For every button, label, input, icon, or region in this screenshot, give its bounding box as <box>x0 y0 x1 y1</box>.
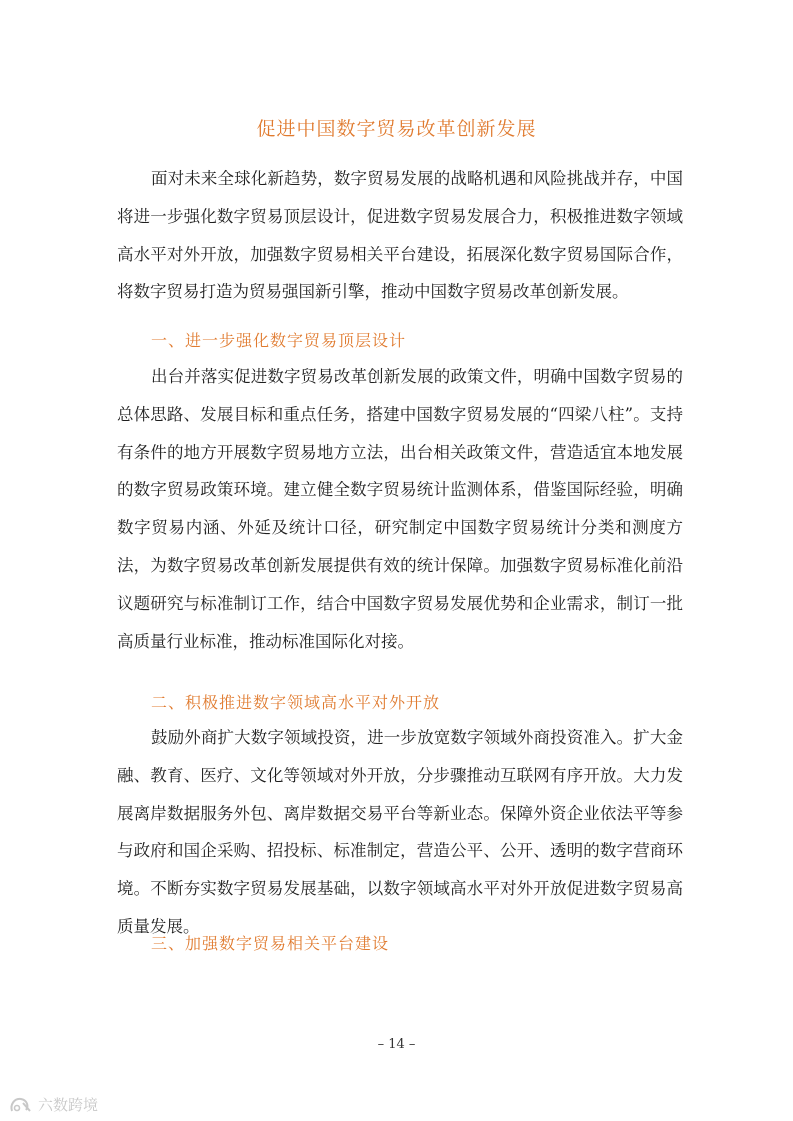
section-heading-3: 三、加强数字贸易相关平台建设 <box>151 934 390 953</box>
section-heading-2: 二、积极推进数字领域高水平对外开放 <box>151 693 441 712</box>
watermark <box>8 1094 98 1115</box>
watermark-text: 六数跨境 <box>38 1096 99 1114</box>
section-1-body: 出台并落实促进数字贸易改革创新发展的政策文件，明确中国数字贸易的总体思路、发展目标和重点任务，搭建中国数字贸易发展的“四梁八柱”。支持有条件的地方开展数字贸易地方立法，出台相关政策文件，营造适宜本地发展的数字贸易政策环境。建立健全数字贸易统计监测体系，借鉴国际经验，明确数字贸易内涵、外延及统计口径，研究制定中国数字贸易统计分类和测度方法，为数字贸易改革创新发展提供有效的统计保障。加强数字贸易标准化前沿议题研究与标准制订工作，结合中国数字贸易发展优势和企业需求，制订一批高质量行业标准，推动标准国际化对接。 <box>117 367 683 651</box>
section-2-body: 鼓励外商扩大数字领域投资，进一步放宽数字领域外商投资准入。扩大金融、教育、医疗、文化等领域对外开放，分步骤推动互联网有序开放。大力发展离岸数据服务外包、离岸数据交易平台等新业态。保障外资企业依法平等参与政府和国企采购、招投标、标准制定，营造公平、公开、透明的数字营商环境。不断夯实数字贸易发展基础，以数字领域高水平对外开放促进数字贸易高质量发展。 <box>117 728 683 936</box>
page-title: 促进中国数字贸易改革创新发展 <box>256 118 537 140</box>
intro-paragraph: 面对未来全球化新趋势，数字贸易发展的战略机遇和风险挑战并存，中国将进一步强化数字贸易顶层设计，促进数字贸易发展合力，积极推进数字领域高水平对外开放，加强数字贸易相关平台建设，拓展深化数字贸易国际合作，将数字贸易打造为贸易强国新引擎，推动中国数字贸易改革创新发展。 <box>117 169 683 302</box>
page-number: – 14 – <box>377 1037 416 1052</box>
section-heading-1: 一、进一步强化数字贸易顶层设计 <box>151 331 407 350</box>
logo-mark-icon <box>8 1095 34 1115</box>
